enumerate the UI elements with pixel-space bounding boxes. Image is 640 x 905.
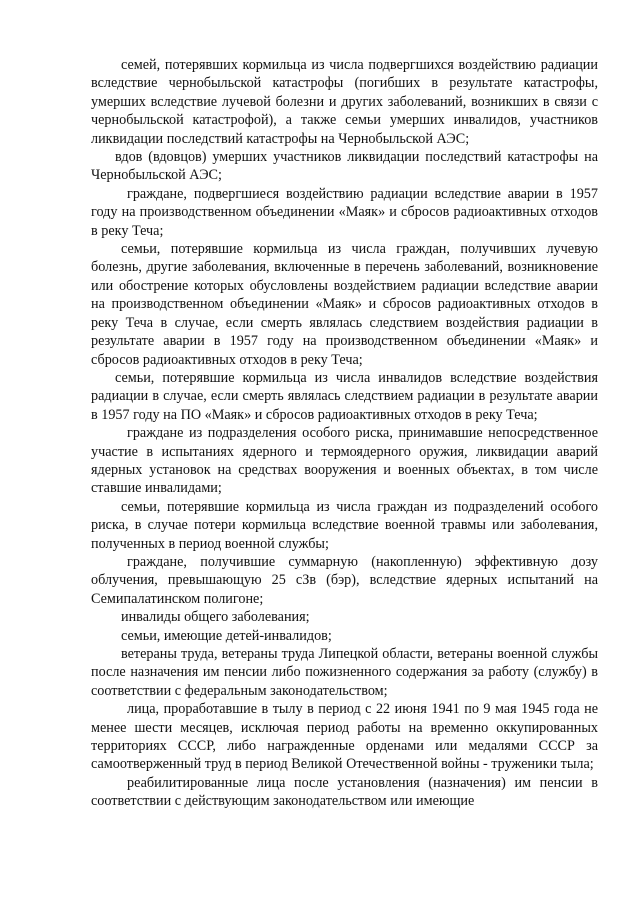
paragraph-special-risk-citizens: граждане из подразделения особого риска, принимавшие непосредственное участие в испытаниях ядерного и термоядерного оружия, ликвидации аварий ядерных установок на средствах вооружения и военных объектах, в том числе ставшие инвалидами;	[91, 425, 598, 497]
paragraph-special-risk-families: семьи, потерявшие кормильца из числа граждан из подразделений особого риска, в случае потери кормильца вследствие военной травмы или заболевания, полученных в период военной службы;	[91, 498, 598, 552]
paragraph-home-front-workers: лица, проработавшие в тылу в период с 22 июня 1941 по 9 мая 1945 года не менее шести месяцев, исключая период работы на временно оккупированных территориях СССР, либо награжденные орденами или медалями СССР за самоотверженный труд в период Великой Отечественной войны - труженики тыла;	[91, 701, 598, 773]
paragraph-general-invalids: инвалиды общего заболевания;	[121, 609, 310, 626]
paragraph-mayak-families: семьи, потерявшие кормильца из числа граждан, получивших лучевую болезнь, другие заболевания, включенные в перечень заболеваний, возникновение или обострение которых обусловлены воздействием радиации вследствие аварии на производственном объединении «Маяк» и сбросов радиоактивных отходов в реку Теча в случае, если смерть являлась следствием воздействия радиации в результате аварии в 1957 году на производственном объединении «Маяк» и сбросов радиоактивных отходов в реку Теча;	[91, 241, 598, 368]
paragraph-chernobyl-families: семей, потерявших кормильца из числа подвергшихся воздействию радиации вследствие чернобыльской катастрофы (погибших в результате катастрофы, умерших вследствие лучевой болезни и других заболеваний, возникших в связи с чернобыльской катастрофой), а также семьи умерших инвалидов, участников ликвидации последствий катастрофы на Чернобыльской АЭС;	[91, 57, 598, 147]
paragraph-chernobyl-widows: вдов (вдовцов) умерших участников ликвидации последствий катастрофы на Чернобыльской АЭС;	[91, 149, 598, 184]
paragraph-labor-veterans: ветераны труда, ветераны труда Липецкой области, ветераны военной службы после назначения им пенсии либо пожизненного содержания за работу (службу) в соответствии с федеральным законодательством;	[91, 646, 598, 699]
paragraph-disabled-children-families: семьи, имеющие детей-инвалидов;	[121, 627, 332, 644]
paragraph-mayak-citizens: граждане, подвергшиеся воздействию радиации вследствие аварии в 1957 году на производственном объединении «Маяк» и сбросов радиоактивных отходов в реку Теча;	[91, 185, 598, 239]
paragraph-semipalatinsk: граждане, получившие суммарную (накопленную) эффективную дозу облучения, превышающую 25 сЗв (бэр), вследствие ядерных испытаний на Семипалатинском полигоне;	[91, 553, 598, 607]
paragraph-rehabilitated: реабилитированные лица после установления (назначения) им пенсии в соответствии с действующим законодательством или имеющие	[91, 774, 598, 810]
paragraph-mayak-invalid-families: семьи, потерявшие кормильца из числа инвалидов вследствие воздействия радиации в случае, если смерть являлась следствием радиации в результате аварии в 1957 году на ПО «Маяк» и сбросов радиоактивных отходов в реку Теча;	[91, 369, 598, 423]
